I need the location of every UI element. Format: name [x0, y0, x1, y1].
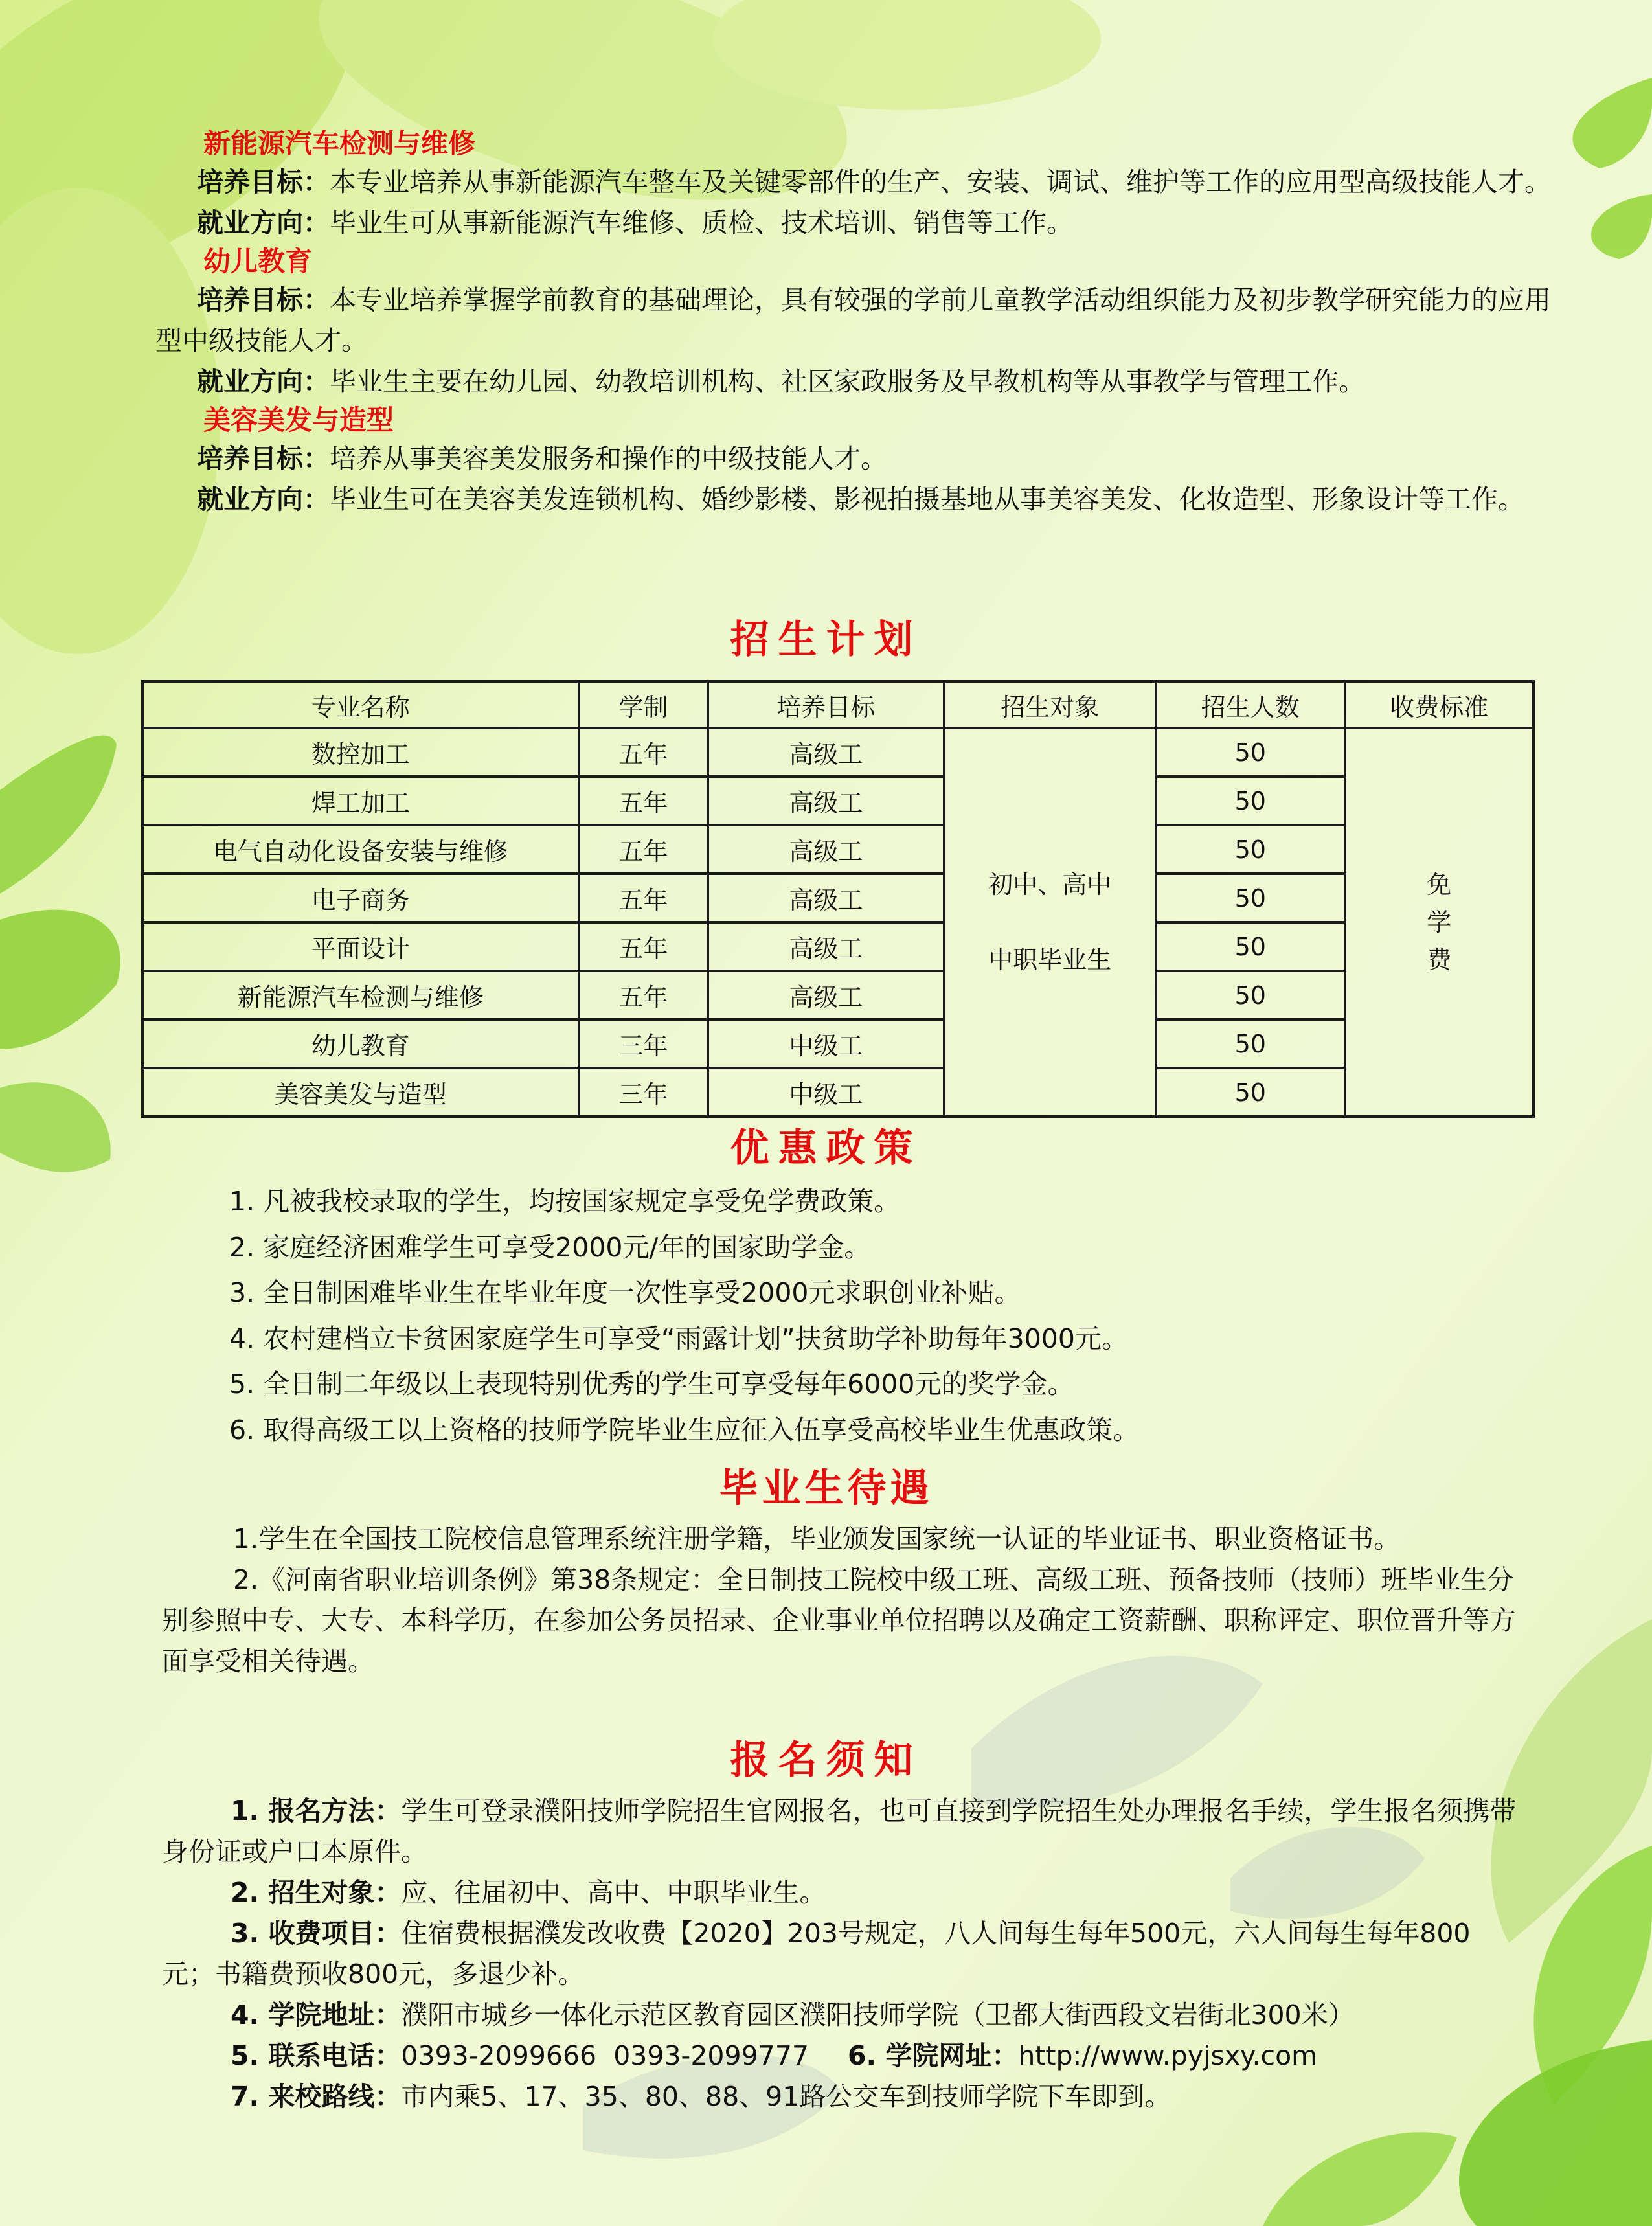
table-header-row	[142, 681, 1533, 728]
list-item: 4. 学院地址：濮阳市城乡一体化示范区教育园区濮阳技师学院（卫都大街西段文岩街北300米）	[231, 1999, 1355, 2030]
major-block	[155, 402, 1561, 520]
cell-major: 幼儿教育	[142, 1019, 579, 1068]
major-goal: 培养目标：培养从事美容美发服务和操作的中级技能人才。	[197, 443, 887, 474]
cell-count: 50	[1156, 922, 1344, 971]
list-item: 6. 取得高级工以上资格的技师学院毕业生应征入伍享受高校毕业生优惠政策。	[229, 1414, 1140, 1446]
major-title: 新能源汽车检测与维修	[203, 128, 476, 159]
table-row	[142, 825, 1533, 874]
cell-level: 高级工	[708, 825, 944, 874]
column-header: 招生对象	[944, 681, 1156, 728]
graduates-heading: 毕业生待遇	[719, 1466, 933, 1511]
cell-years: 三年	[579, 1019, 708, 1068]
major-career: 就业方向：毕业生可在美容美发连锁机构、婚纱影楼、影视拍摄基地从事美容美发、化妆造型、形象设计等工作。	[197, 484, 1524, 515]
table-row	[142, 1019, 1533, 1068]
table-row	[142, 1068, 1533, 1117]
cell-level: 中级工	[708, 1019, 944, 1068]
list-item: 2. 家庭经济困难学生可享受2000元/年的国家助学金。	[229, 1231, 871, 1263]
major-block	[155, 126, 1561, 244]
major-title: 美容美发与造型	[203, 404, 394, 436]
table-row	[142, 922, 1533, 971]
cell-count: 50	[1156, 728, 1344, 777]
cell-level: 高级工	[708, 777, 944, 825]
majors-section	[155, 126, 1561, 520]
cell-count: 50	[1156, 971, 1344, 1019]
list-item: 1. 凡被我校录取的学生，均按国家规定享受免学费政策。	[229, 1186, 901, 1217]
cell-count: 50	[1156, 1068, 1344, 1117]
cell-count: 50	[1156, 874, 1344, 922]
enrollment-plan-table	[141, 680, 1535, 1118]
major-career: 就业方向：毕业生主要在幼儿园、幼教培训机构、社区家政服务及早教机构等从事教学与管理工作。	[197, 366, 1365, 397]
cell-major: 电子商务	[142, 874, 579, 922]
cell-major: 焊工加工	[142, 777, 579, 825]
cell-years: 五年	[579, 922, 708, 971]
major-goal: 培养目标：本专业培养掌握学前教育的基础理论，具有较强的学前儿童教学活动组织能力及初步教学研究能力的应用型中级技能人才。	[155, 284, 1551, 356]
column-header: 学制	[579, 681, 708, 728]
website-url: http://www.pyjsxy.com	[1018, 2040, 1318, 2071]
cell-count: 50	[1156, 825, 1344, 874]
column-header: 招生人数	[1156, 681, 1344, 728]
cell-major: 数控加工	[142, 728, 579, 777]
cell-years: 五年	[579, 825, 708, 874]
list-item: 3. 收费项目：住宿费根据濮发改收费【2020】203号规定，八人间每生每年500元，六人间每生每年800元；书籍费预收800元，多退少补。	[162, 1918, 1471, 1990]
cell-years: 五年	[579, 874, 708, 922]
major-block	[155, 244, 1561, 402]
cell-major: 电气自动化设备安装与维修	[142, 825, 579, 874]
major-goal: 培养目标：本专业培养从事新能源汽车整车及关键零部件的生产、安装、调试、维护等工作的应用型高级技能人才。	[197, 166, 1551, 198]
cell-level: 高级工	[708, 874, 944, 922]
cell-years: 三年	[579, 1068, 708, 1117]
cell-years: 五年	[579, 777, 708, 825]
cell-major: 新能源汽车检测与维修	[142, 971, 579, 1019]
registration-heading: 报名须知	[730, 1738, 922, 1783]
table-row	[142, 777, 1533, 825]
cell-count: 50	[1156, 777, 1344, 825]
cell-major: 平面设计	[142, 922, 579, 971]
cell-count: 50	[1156, 1019, 1344, 1068]
table-row	[142, 874, 1533, 922]
graduates-list	[162, 1519, 1522, 1682]
contact-line: 5. 联系电话：0393-2099666 0393-2099777 6. 学院网址：http://www.pyjsxy.com	[231, 2040, 1318, 2071]
major-career: 就业方向：毕业生可从事新能源汽车维修、质检、技术培训、销售等工作。	[197, 207, 1073, 238]
table-row	[142, 971, 1533, 1019]
list-item: 2. 招生对象：应、往届初中、高中、中职毕业生。	[231, 1877, 826, 1908]
cell-fee: 免 学 费	[1345, 728, 1534, 1117]
cell-level: 中级工	[708, 1068, 944, 1117]
policies-list	[229, 1179, 1557, 1453]
cell-target: 初中、高中 中职毕业生	[944, 728, 1156, 1117]
major-title: 幼儿教育	[203, 245, 313, 277]
cell-level: 高级工	[708, 728, 944, 777]
column-header: 培养目标	[708, 681, 944, 728]
column-header: 专业名称	[142, 681, 579, 728]
column-header: 收费标准	[1345, 681, 1534, 728]
cell-years: 五年	[579, 971, 708, 1019]
table-row	[142, 728, 1533, 777]
cell-level: 高级工	[708, 971, 944, 1019]
list-item: 7. 来校路线：市内乘5、17、35、80、88、91路公交车到技师学院下车即到。	[231, 2081, 1171, 2112]
list-item: 2.《河南省职业培训条例》第38条规定：全日制技工院校中级工班、高级工班、预备技师（技师）班毕业生分别参照中专、大专、本科学历，在参加公务员招录、企业事业单位招聘以及确定工资薪酬、职称评定、职位晋升等方面享受相关待遇。	[162, 1564, 1516, 1677]
list-item: 3. 全日制困难毕业生在毕业年度一次性享受2000元求职创业补贴。	[229, 1277, 1021, 1308]
list-item: 4. 农村建档立卡贫困家庭学生可享受“雨露计划”扶贫助学补助每年3000元。	[229, 1323, 1128, 1354]
cell-years: 五年	[579, 728, 708, 777]
list-item: 1. 报名方法：学生可登录濮阳技师学院招生官网报名，也可直接到学院招生处办理报名手续，学生报名须携带身份证或户口本原件。	[162, 1795, 1517, 1867]
list-item: 5. 全日制二年级以上表现特别优秀的学生可享受每年6000元的奖学金。	[229, 1369, 1074, 1400]
registration-list	[162, 1791, 1522, 2117]
phone-numbers: 0393-2099666 0393-2099777	[401, 2040, 809, 2071]
cell-major: 美容美发与造型	[142, 1068, 579, 1117]
list-item: 1.学生在全国技工院校信息管理系统注册学籍，毕业颁发国家统一认证的毕业证书、职业资格证书。	[233, 1523, 1401, 1554]
cell-level: 高级工	[708, 922, 944, 971]
policies-heading: 优惠政策	[730, 1126, 922, 1171]
enrollment-plan-heading: 招生计划	[730, 617, 922, 663]
